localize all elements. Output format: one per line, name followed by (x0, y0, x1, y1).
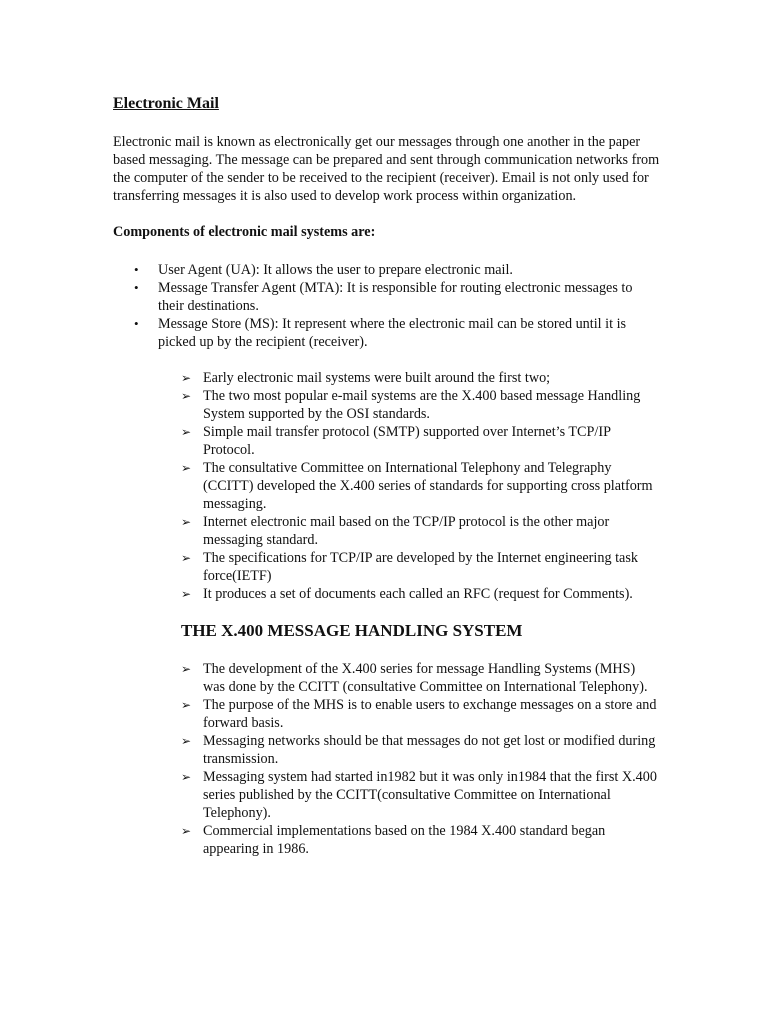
list-item-text: User Agent (UA): It allows the user to prepare electronic mail. (158, 262, 513, 278)
list-item-text: Commercial implementations based on the 1984 X.400 standard began appearing in 1986. (203, 823, 606, 857)
list-item-text: The specifications for TCP/IP are developed by the Internet engineering task force(IETF) (203, 550, 638, 584)
arrow-bullet-icon: ➢ (181, 515, 192, 529)
arrow-bullet-icon: ➢ (181, 461, 192, 475)
arrow-bullet-icon: ➢ (181, 698, 192, 712)
list-item (181, 459, 660, 513)
bullet-icon: • (134, 316, 139, 331)
list-item-text: Messaging networks should be that messages do not get lost or modified during transmission. (203, 733, 656, 767)
list-item-text: Messaging system had started in1982 but it was only in1984 that the first X.400 series published by the CCITT(consultative Committee on International Telephony). (203, 769, 657, 821)
list-item-text: Internet electronic mail based on the TCP/IP protocol is the other major messaging standard. (203, 514, 610, 548)
list-item (181, 513, 660, 549)
intro-paragraph: Electronic mail is known as electronically get our messages through one another in the paper based messaging. The message can be prepared and sent through communication networks from the computer of the sender to be received to the recipient (receiver). Email is not only used for transferring messages it is also used to develop work process within organization. (113, 134, 660, 204)
arrow-bullet-icon: ➢ (181, 662, 192, 676)
list-item-text: The purpose of the MHS is to enable users to exchange messages on a store and forward basis. (203, 697, 657, 731)
notes-list (113, 369, 660, 603)
components-heading: Components of electronic mail systems are: (113, 224, 376, 240)
arrow-bullet-icon: ➢ (181, 734, 192, 748)
list-item (181, 387, 660, 423)
list-item (181, 549, 660, 585)
arrow-bullet-icon: ➢ (181, 824, 192, 838)
components-list (113, 261, 660, 351)
list-item (181, 822, 660, 858)
list-item (181, 696, 660, 732)
bullet-icon: • (134, 280, 139, 295)
list-item (181, 768, 660, 822)
arrow-bullet-icon: ➢ (181, 587, 192, 601)
list-item-text: It produces a set of documents each called an RFC (request for Comments). (203, 586, 633, 602)
x400-section-heading: THE X.400 MESSAGE HANDLING SYSTEM (181, 621, 523, 640)
list-item (181, 732, 660, 768)
page-title: Electronic Mail (113, 95, 219, 112)
x400-points-list (113, 660, 660, 858)
list-item-text: The consultative Committee on International Telephony and Telegraphy (CCITT) developed the X.400 series of standards for supporting cross platform messaging. (203, 460, 653, 512)
list-item-text: Early electronic mail systems were built around the first two; (203, 370, 551, 386)
arrow-bullet-icon: ➢ (181, 425, 192, 439)
list-item (134, 279, 660, 315)
list-item (181, 369, 660, 387)
list-item (181, 423, 660, 459)
list-item-text: Message Transfer Agent (MTA): It is responsible for routing electronic messages to their destinations. (158, 280, 633, 314)
list-item-text: Message Store (MS): It represent where the electronic mail can be stored until it is picked up by the recipient (receiver). (158, 316, 627, 350)
list-item (134, 315, 660, 351)
list-item (134, 261, 660, 279)
arrow-bullet-icon: ➢ (181, 770, 192, 784)
list-item-text: The development of the X.400 series for message Handling Systems (MHS) was done by the CCITT (consultative Committee on International Telephony). (203, 661, 648, 695)
list-item (181, 585, 660, 603)
bullet-icon: • (134, 262, 139, 277)
arrow-bullet-icon: ➢ (181, 371, 192, 385)
arrow-bullet-icon: ➢ (181, 551, 192, 565)
list-item (181, 660, 660, 696)
arrow-bullet-icon: ➢ (181, 389, 192, 403)
list-item-text: Simple mail transfer protocol (SMTP) supported over Internet’s TCP/IP Protocol. (203, 424, 611, 458)
list-item-text: The two most popular e-mail systems are the X.400 based message Handling System supported by the OSI standards. (203, 388, 641, 422)
